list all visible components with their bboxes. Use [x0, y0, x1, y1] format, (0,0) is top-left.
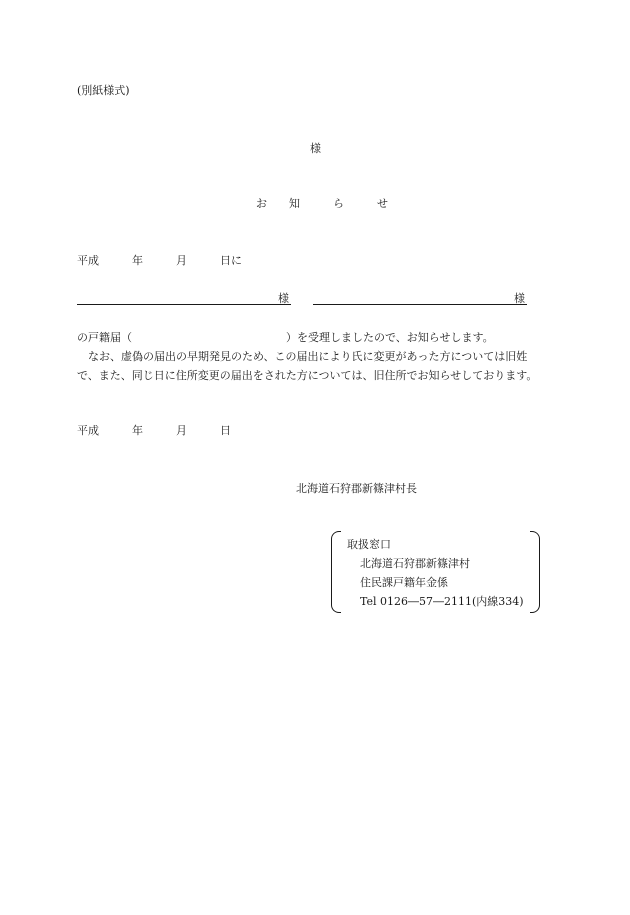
notice-line-2: なお、虚偽の届出の早期発見のため、この届出により氏に変更があった方については旧姓	[77, 350, 528, 363]
issuer-name: 北海道石狩郡新篠津村長	[296, 482, 417, 495]
notice-line-1: の戸籍届（ ）を受理しましたので、お知らせします。	[77, 331, 494, 344]
contact-phone: Tel 0126―57―2111(内線334)	[360, 595, 524, 608]
contact-bracket-right	[530, 531, 540, 613]
contact-section: 住民課戸籍年金係	[360, 576, 448, 589]
contact-heading: 取扱窓口	[347, 538, 391, 551]
contact-bracket-left	[331, 531, 341, 613]
recipient-honorific: 様	[310, 142, 321, 155]
name-honorific-1: 様	[278, 292, 289, 305]
notice-line-3: で、また、同じ日に住所変更の届出をされた方については、旧住所でお知らせしております。	[77, 369, 538, 382]
name-blank-line-1	[77, 304, 291, 305]
document-title: お 知 ら せ	[256, 197, 388, 210]
form-label: (別紙様式)	[77, 84, 130, 97]
issue-date-line: 平成 年 月 日	[77, 424, 231, 437]
filing-date-line: 平成 年 月 日に	[77, 254, 242, 267]
name-honorific-2: 様	[514, 292, 525, 305]
contact-office: 北海道石狩郡新篠津村	[360, 557, 470, 570]
name-blank-line-2	[313, 304, 527, 305]
